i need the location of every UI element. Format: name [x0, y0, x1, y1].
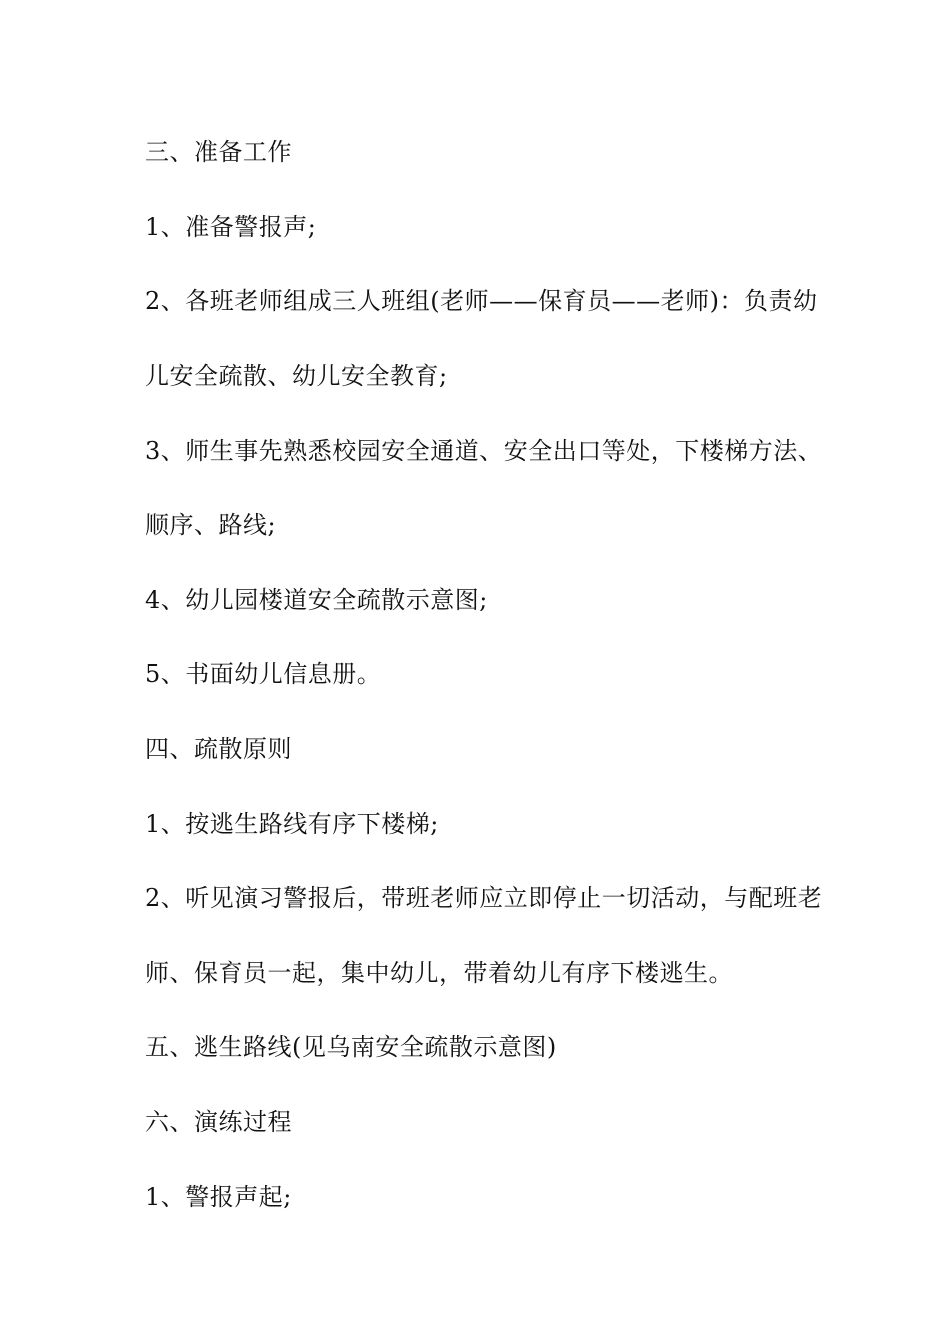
list-item: 1、按逃生路线有序下楼梯; [145, 810, 439, 838]
list-item: 1、警报声起; [145, 1183, 292, 1211]
list-item-continuation: 顺序、路线; [145, 511, 277, 539]
list-item: 2、各班老师组成三人班组(老师——保育员——老师)：负责幼 [145, 287, 818, 315]
list-item: 2、听见演习警报后，带班老师应立即停止一切活动，与配班老 [145, 884, 823, 912]
section-heading-escape-route: 五、逃生路线(见乌南安全疏散示意图) [145, 1033, 557, 1061]
list-item: 1、准备警报声; [145, 213, 317, 241]
section-heading-preparation: 三、准备工作 [145, 138, 292, 166]
list-item-continuation: 儿安全疏散、幼儿安全教育; [145, 362, 448, 390]
section-heading-drill-process: 六、演练过程 [145, 1108, 292, 1136]
list-item: 3、师生事先熟悉校园安全通道、安全出口等处，下楼梯方法、 [145, 437, 823, 465]
list-item: 5、书面幼儿信息册。 [145, 660, 382, 688]
section-heading-principles: 四、疏散原则 [145, 735, 292, 763]
list-item: 4、幼儿园楼道安全疏散示意图; [145, 586, 488, 614]
list-item-continuation: 师、保育员一起，集中幼儿，带着幼儿有序下楼逃生。 [145, 959, 733, 987]
